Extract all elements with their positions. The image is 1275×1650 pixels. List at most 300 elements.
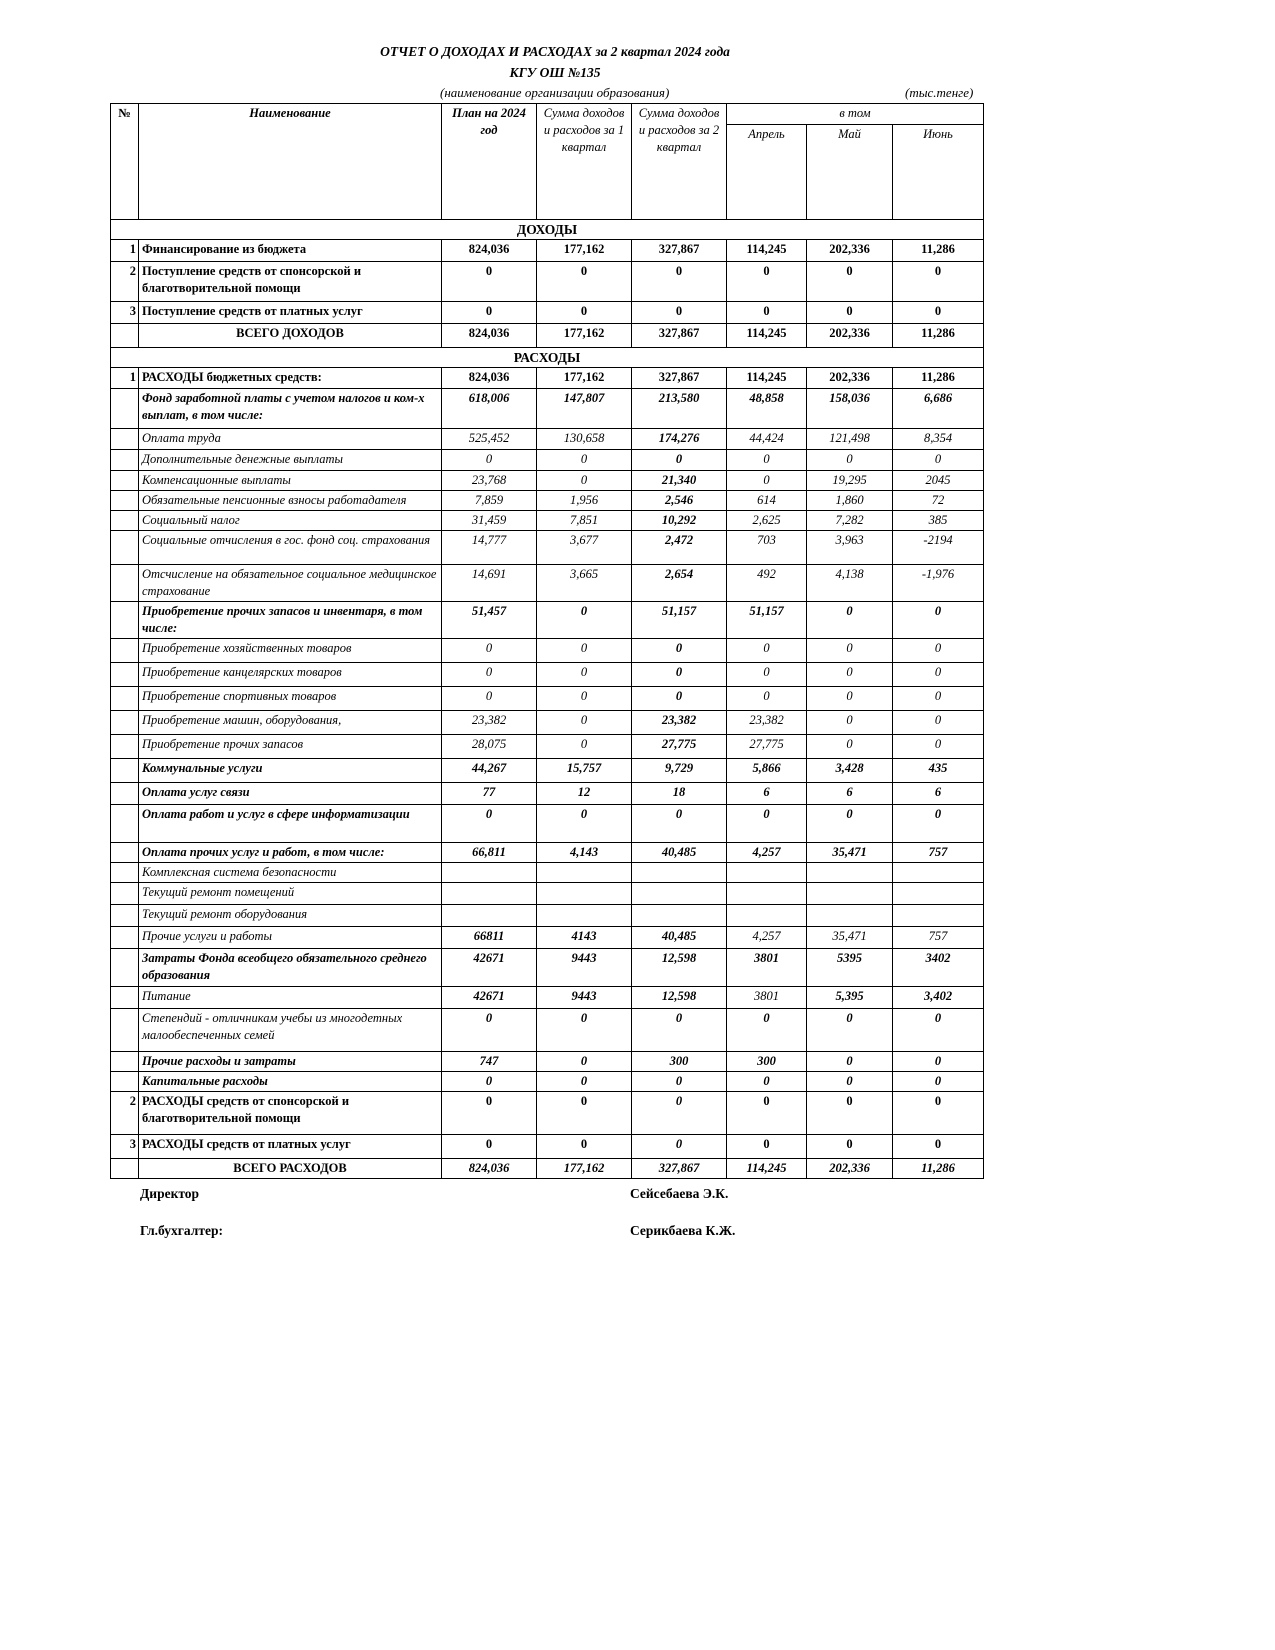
cell-may: 202,336 xyxy=(807,1159,893,1179)
col-name-header: Наименование xyxy=(139,104,442,220)
cell-q1: 0 xyxy=(537,302,632,324)
cell-plan: 0 xyxy=(442,1135,537,1159)
cell-jun: 6,686 xyxy=(893,389,984,429)
cell-may: 0 xyxy=(807,1092,893,1135)
cell-q2: 213,580 xyxy=(632,389,727,429)
row-name: Текущий ремонт оборудования xyxy=(139,905,442,927)
row-number: 1 xyxy=(111,240,139,262)
cell-may: 0 xyxy=(807,663,893,687)
col-num-header: № xyxy=(111,104,139,220)
cell-apr: 0 xyxy=(727,687,807,711)
cell-apr: 0 xyxy=(727,1092,807,1135)
row-name: Обязательные пенсионные взносы работадателя xyxy=(139,491,442,511)
cell-may: 0 xyxy=(807,687,893,711)
table-row xyxy=(111,1092,984,1135)
cell-q1: 15,757 xyxy=(537,759,632,783)
table-row xyxy=(111,565,984,602)
section-income-label: ДОХОДЫ xyxy=(111,220,984,240)
table-row xyxy=(111,1009,984,1052)
row-name: Прочие расходы и затраты xyxy=(139,1052,442,1072)
cell-q1: 0 xyxy=(537,687,632,711)
cell-plan: 23,768 xyxy=(442,471,537,491)
cell-plan: 44,267 xyxy=(442,759,537,783)
row-number xyxy=(111,1159,139,1179)
table-row xyxy=(111,883,984,905)
cell-q2: 300 xyxy=(632,1052,727,1072)
cell-q2: 0 xyxy=(632,302,727,324)
cell-q1: 0 xyxy=(537,1072,632,1092)
row-number xyxy=(111,531,139,565)
cell-jun: -1,976 xyxy=(893,565,984,602)
cell-q2: 0 xyxy=(632,262,727,302)
section-income xyxy=(111,220,984,240)
cell-apr: 3801 xyxy=(727,949,807,987)
col-q1-header: Сумма доходов и расходов за 1 квартал xyxy=(537,104,632,220)
cell-may: 35,471 xyxy=(807,843,893,863)
row-name: Социальные отчисления в гос. фонд соц. страхования xyxy=(139,531,442,565)
cell-may: 5,395 xyxy=(807,987,893,1009)
row-number: 2 xyxy=(111,1092,139,1135)
row-number xyxy=(111,863,139,883)
cell-q2: 327,867 xyxy=(632,1159,727,1179)
cell-may: 0 xyxy=(807,450,893,471)
cell-apr: 5,866 xyxy=(727,759,807,783)
row-name: Оплата труда xyxy=(139,429,442,450)
cell-jun: 0 xyxy=(893,1092,984,1135)
cell-plan: 824,036 xyxy=(442,240,537,262)
cell-apr: 0 xyxy=(727,805,807,843)
cell-q2: 40,485 xyxy=(632,843,727,863)
table-row xyxy=(111,1052,984,1072)
table-row xyxy=(111,687,984,711)
table-row xyxy=(111,987,984,1009)
row-name: Финансирование из бюджета xyxy=(139,240,442,262)
cell-q2: 9,729 xyxy=(632,759,727,783)
table-row xyxy=(111,639,984,663)
cell-apr: 0 xyxy=(727,1135,807,1159)
cell-jun: 0 xyxy=(893,1135,984,1159)
row-name: Коммунальные услуги xyxy=(139,759,442,783)
row-name: Капитальные расходы xyxy=(139,1072,442,1092)
cell-plan: 0 xyxy=(442,663,537,687)
cell-apr: 6 xyxy=(727,783,807,805)
table-row xyxy=(111,783,984,805)
cell-may: 0 xyxy=(807,735,893,759)
table-row xyxy=(111,511,984,531)
table-row xyxy=(111,491,984,511)
cell-apr: 4,257 xyxy=(727,843,807,863)
cell-q1: 0 xyxy=(537,602,632,639)
cell-plan: 0 xyxy=(442,1072,537,1092)
cell-jun: 0 xyxy=(893,302,984,324)
cell-q2: 0 xyxy=(632,1135,727,1159)
cell-may: 0 xyxy=(807,1072,893,1092)
cell-q1: 4,143 xyxy=(537,843,632,863)
report-title: ОТЧЕТ О ДОХОДАХ И РАСХОДАХ за 2 квартал 2024 года xyxy=(380,44,730,59)
cell-q2: 0 xyxy=(632,639,727,663)
cell-may: 5395 xyxy=(807,949,893,987)
cell-jun: 0 xyxy=(893,711,984,735)
col-plan-header: План на 2024 год xyxy=(442,104,537,220)
col-apr-header: Апрель xyxy=(727,124,807,219)
row-number xyxy=(111,1052,139,1072)
cell-apr: 51,157 xyxy=(727,602,807,639)
row-number: 1 xyxy=(111,368,139,389)
row-name: Приобретение канцелярских товаров xyxy=(139,663,442,687)
cell-apr: 0 xyxy=(727,302,807,324)
cell-q2: 327,867 xyxy=(632,368,727,389)
cell-may: 0 xyxy=(807,302,893,324)
cell-plan: 0 xyxy=(442,1092,537,1135)
cell-q1: 7,851 xyxy=(537,511,632,531)
row-number xyxy=(111,324,139,348)
cell-may: 0 xyxy=(807,711,893,735)
row-name: Комплексная система безопасности xyxy=(139,863,442,883)
row-name: Поступление средств от платных услуг xyxy=(139,302,442,324)
row-name: Приобретение прочих запасов xyxy=(139,735,442,759)
cell-q2: 40,485 xyxy=(632,927,727,949)
section-expenses xyxy=(111,348,984,368)
cell-jun: 11,286 xyxy=(893,1159,984,1179)
cell-q1: 0 xyxy=(537,1092,632,1135)
cell-plan: 0 xyxy=(442,302,537,324)
cell-q2: 21,340 xyxy=(632,471,727,491)
cell-q2: 12,598 xyxy=(632,949,727,987)
cell-may: 0 xyxy=(807,1135,893,1159)
cell-plan: 31,459 xyxy=(442,511,537,531)
cell-may: 6 xyxy=(807,783,893,805)
cell-apr: 300 xyxy=(727,1052,807,1072)
cell-jun: 0 xyxy=(893,735,984,759)
row-name: Питание xyxy=(139,987,442,1009)
income-expense-table xyxy=(110,103,984,1179)
table-row xyxy=(111,368,984,389)
cell-q1: 147,807 xyxy=(537,389,632,429)
cell-q1: 12 xyxy=(537,783,632,805)
row-name: Текущий ремонт помещений xyxy=(139,883,442,905)
row-number xyxy=(111,735,139,759)
cell-may: 7,282 xyxy=(807,511,893,531)
row-name: ВСЕГО ДОХОДОВ xyxy=(139,324,442,348)
table-row xyxy=(111,324,984,348)
cell-q1: 177,162 xyxy=(537,368,632,389)
table-row xyxy=(111,863,984,883)
col-q2-header: Сумма доходов и расходов за 2 квартал xyxy=(632,104,727,220)
cell-apr: 114,245 xyxy=(727,240,807,262)
cell-may xyxy=(807,863,893,883)
cell-jun: 0 xyxy=(893,805,984,843)
cell-apr xyxy=(727,883,807,905)
cell-apr: 614 xyxy=(727,491,807,511)
cell-q1: 0 xyxy=(537,262,632,302)
row-number xyxy=(111,783,139,805)
row-number xyxy=(111,905,139,927)
row-name: Приобретение прочих запасов и инвентаря, в том числе: xyxy=(139,602,442,639)
cell-apr: 3801 xyxy=(727,987,807,1009)
row-number xyxy=(111,663,139,687)
cell-apr: 0 xyxy=(727,1009,807,1052)
cell-plan: 42671 xyxy=(442,949,537,987)
cell-q2: 0 xyxy=(632,805,727,843)
organization-name: КГУ ОШ №135 xyxy=(509,65,601,80)
cell-jun: 0 xyxy=(893,450,984,471)
cell-may: 1,860 xyxy=(807,491,893,511)
col-jun-header: Июнь xyxy=(893,124,984,219)
cell-q2: 18 xyxy=(632,783,727,805)
cell-jun: 8,354 xyxy=(893,429,984,450)
cell-apr: 2,625 xyxy=(727,511,807,531)
row-number xyxy=(111,1072,139,1092)
cell-q1: 177,162 xyxy=(537,324,632,348)
cell-q1: 0 xyxy=(537,735,632,759)
cell-may: 4,138 xyxy=(807,565,893,602)
col-may-header: Май xyxy=(807,124,893,219)
accountant-label: Гл.бухгалтер: xyxy=(140,1223,223,1238)
row-number xyxy=(111,389,139,429)
cell-plan: 14,691 xyxy=(442,565,537,602)
row-name: Затраты Фонда всеобщего обязательного среднего образования xyxy=(139,949,442,987)
cell-plan: 0 xyxy=(442,1009,537,1052)
cell-plan: 525,452 xyxy=(442,429,537,450)
cell-q1: 130,658 xyxy=(537,429,632,450)
cell-plan: 0 xyxy=(442,805,537,843)
cell-apr: 0 xyxy=(727,639,807,663)
row-number xyxy=(111,565,139,602)
cell-may: 0 xyxy=(807,639,893,663)
cell-q2: 0 xyxy=(632,1009,727,1052)
cell-jun: 0 xyxy=(893,1009,984,1052)
cell-jun: 72 xyxy=(893,491,984,511)
row-name: РАСХОДЫ бюджетных средств: xyxy=(139,368,442,389)
cell-plan: 77 xyxy=(442,783,537,805)
cell-q1: 177,162 xyxy=(537,240,632,262)
table-row xyxy=(111,471,984,491)
row-number: 2 xyxy=(111,262,139,302)
cell-apr: 4,257 xyxy=(727,927,807,949)
cell-plan: 7,859 xyxy=(442,491,537,511)
cell-jun: 3,402 xyxy=(893,987,984,1009)
row-name: Приобретение хозяйственных товаров xyxy=(139,639,442,663)
row-number xyxy=(111,843,139,863)
row-number xyxy=(111,511,139,531)
row-name: Дополнительные денежные выплаты xyxy=(139,450,442,471)
cell-jun: 385 xyxy=(893,511,984,531)
table-row xyxy=(111,602,984,639)
cell-plan: 42671 xyxy=(442,987,537,1009)
cell-q1 xyxy=(537,863,632,883)
cell-plan: 0 xyxy=(442,687,537,711)
cell-q1: 3,665 xyxy=(537,565,632,602)
cell-jun: 6 xyxy=(893,783,984,805)
cell-may xyxy=(807,883,893,905)
table-row xyxy=(111,1072,984,1092)
table-row xyxy=(111,711,984,735)
organization-caption: (наименование организации образования) xyxy=(440,85,670,100)
row-name: Поступление средств от спонсорской и благотворительной помощи xyxy=(139,262,442,302)
cell-apr: 27,775 xyxy=(727,735,807,759)
table-row xyxy=(111,949,984,987)
accountant-name: Серикбаева К.Ж. xyxy=(630,1223,736,1238)
table-row xyxy=(111,302,984,324)
cell-q1: 0 xyxy=(537,471,632,491)
col-incl-header: в том xyxy=(727,104,984,125)
section-expenses-label: РАСХОДЫ xyxy=(111,348,984,368)
row-name: Оплата услуг связи xyxy=(139,783,442,805)
row-number xyxy=(111,471,139,491)
table-row xyxy=(111,1159,984,1179)
cell-may: 3,428 xyxy=(807,759,893,783)
cell-may: 0 xyxy=(807,805,893,843)
cell-plan: 0 xyxy=(442,450,537,471)
cell-plan xyxy=(442,883,537,905)
director-name: Сейсебаева Э.К. xyxy=(630,1186,729,1201)
cell-plan: 28,075 xyxy=(442,735,537,759)
cell-jun: 435 xyxy=(893,759,984,783)
cell-q2: 327,867 xyxy=(632,324,727,348)
table-row xyxy=(111,905,984,927)
cell-q2 xyxy=(632,905,727,927)
cell-q2: 12,598 xyxy=(632,987,727,1009)
cell-may: 0 xyxy=(807,1052,893,1072)
cell-apr xyxy=(727,905,807,927)
unit-label: (тыс.тенге) xyxy=(905,85,974,100)
row-number xyxy=(111,1009,139,1052)
cell-apr: 114,245 xyxy=(727,324,807,348)
cell-may xyxy=(807,905,893,927)
table-row xyxy=(111,843,984,863)
cell-plan: 23,382 xyxy=(442,711,537,735)
row-name: РАСХОДЫ средств от платных услуг xyxy=(139,1135,442,1159)
cell-jun: 0 xyxy=(893,262,984,302)
row-name: Оплата работ и услуг в сфере информатизации xyxy=(139,805,442,843)
cell-q2: 51,157 xyxy=(632,602,727,639)
cell-apr: 492 xyxy=(727,565,807,602)
cell-apr: 114,245 xyxy=(727,1159,807,1179)
cell-may: 202,336 xyxy=(807,240,893,262)
cell-q2: 2,546 xyxy=(632,491,727,511)
cell-q1 xyxy=(537,905,632,927)
cell-apr: 0 xyxy=(727,663,807,687)
cell-jun: 0 xyxy=(893,1052,984,1072)
cell-q1: 0 xyxy=(537,450,632,471)
cell-plan: 66,811 xyxy=(442,843,537,863)
cell-q1: 0 xyxy=(537,1052,632,1072)
table-row xyxy=(111,735,984,759)
cell-q2: 2,654 xyxy=(632,565,727,602)
row-name: Отсчисление на обязательное социальное медицинское страхование xyxy=(139,565,442,602)
cell-q1: 3,677 xyxy=(537,531,632,565)
row-number xyxy=(111,883,139,905)
cell-jun: 3402 xyxy=(893,949,984,987)
cell-apr: 23,382 xyxy=(727,711,807,735)
row-number xyxy=(111,491,139,511)
cell-q1 xyxy=(537,883,632,905)
cell-apr: 0 xyxy=(727,262,807,302)
table-row xyxy=(111,759,984,783)
cell-apr: 44,424 xyxy=(727,429,807,450)
cell-plan: 824,036 xyxy=(442,1159,537,1179)
row-number xyxy=(111,987,139,1009)
row-number xyxy=(111,759,139,783)
row-name: ВСЕГО РАСХОДОВ xyxy=(139,1159,442,1179)
cell-q1: 0 xyxy=(537,1135,632,1159)
row-name: Приобретение машин, оборудования, xyxy=(139,711,442,735)
cell-q2 xyxy=(632,883,727,905)
row-number xyxy=(111,639,139,663)
cell-jun: -2194 xyxy=(893,531,984,565)
cell-q2 xyxy=(632,863,727,883)
cell-q1: 0 xyxy=(537,711,632,735)
row-name: Прочие услуги и работы xyxy=(139,927,442,949)
cell-jun xyxy=(893,883,984,905)
cell-plan: 618,006 xyxy=(442,389,537,429)
cell-plan: 14,777 xyxy=(442,531,537,565)
cell-jun: 11,286 xyxy=(893,240,984,262)
row-name: Фонд заработной платы с учетом налогов и ком-х выплат, в том числе: xyxy=(139,389,442,429)
cell-jun: 757 xyxy=(893,843,984,863)
cell-apr: 114,245 xyxy=(727,368,807,389)
cell-q1: 9443 xyxy=(537,949,632,987)
cell-q2: 2,472 xyxy=(632,531,727,565)
cell-apr: 703 xyxy=(727,531,807,565)
cell-may: 19,295 xyxy=(807,471,893,491)
table-row xyxy=(111,1135,984,1159)
row-number xyxy=(111,805,139,843)
cell-jun: 0 xyxy=(893,663,984,687)
row-number xyxy=(111,927,139,949)
cell-q2: 0 xyxy=(632,450,727,471)
cell-plan: 66811 xyxy=(442,927,537,949)
row-number xyxy=(111,450,139,471)
row-number xyxy=(111,949,139,987)
cell-q1: 0 xyxy=(537,1009,632,1052)
cell-may: 0 xyxy=(807,602,893,639)
row-name: Степендий - отличникам учебы из многодетных малообеспеченных семей xyxy=(139,1009,442,1052)
table-row xyxy=(111,389,984,429)
cell-q2: 327,867 xyxy=(632,240,727,262)
table-row xyxy=(111,262,984,302)
row-number xyxy=(111,602,139,639)
cell-plan: 747 xyxy=(442,1052,537,1072)
cell-q1: 0 xyxy=(537,663,632,687)
cell-jun: 11,286 xyxy=(893,324,984,348)
cell-may: 158,036 xyxy=(807,389,893,429)
cell-q1: 0 xyxy=(537,639,632,663)
row-name: Компенсационные выплаты xyxy=(139,471,442,491)
cell-may: 3,963 xyxy=(807,531,893,565)
cell-q2: 174,276 xyxy=(632,429,727,450)
cell-q2: 0 xyxy=(632,1092,727,1135)
header-row xyxy=(111,104,984,125)
cell-apr xyxy=(727,863,807,883)
cell-may: 202,336 xyxy=(807,368,893,389)
row-name: Социальный налог xyxy=(139,511,442,531)
cell-q1: 0 xyxy=(537,805,632,843)
cell-jun: 0 xyxy=(893,687,984,711)
cell-q1: 9443 xyxy=(537,987,632,1009)
cell-apr: 48,858 xyxy=(727,389,807,429)
table-row xyxy=(111,663,984,687)
cell-q1: 177,162 xyxy=(537,1159,632,1179)
row-number xyxy=(111,687,139,711)
cell-may: 121,498 xyxy=(807,429,893,450)
table-row xyxy=(111,531,984,565)
row-name: Приобретение спортивных товаров xyxy=(139,687,442,711)
cell-plan xyxy=(442,863,537,883)
row-name: Оплата прочих услуг и работ, в том числе: xyxy=(139,843,442,863)
cell-jun xyxy=(893,863,984,883)
cell-jun xyxy=(893,905,984,927)
